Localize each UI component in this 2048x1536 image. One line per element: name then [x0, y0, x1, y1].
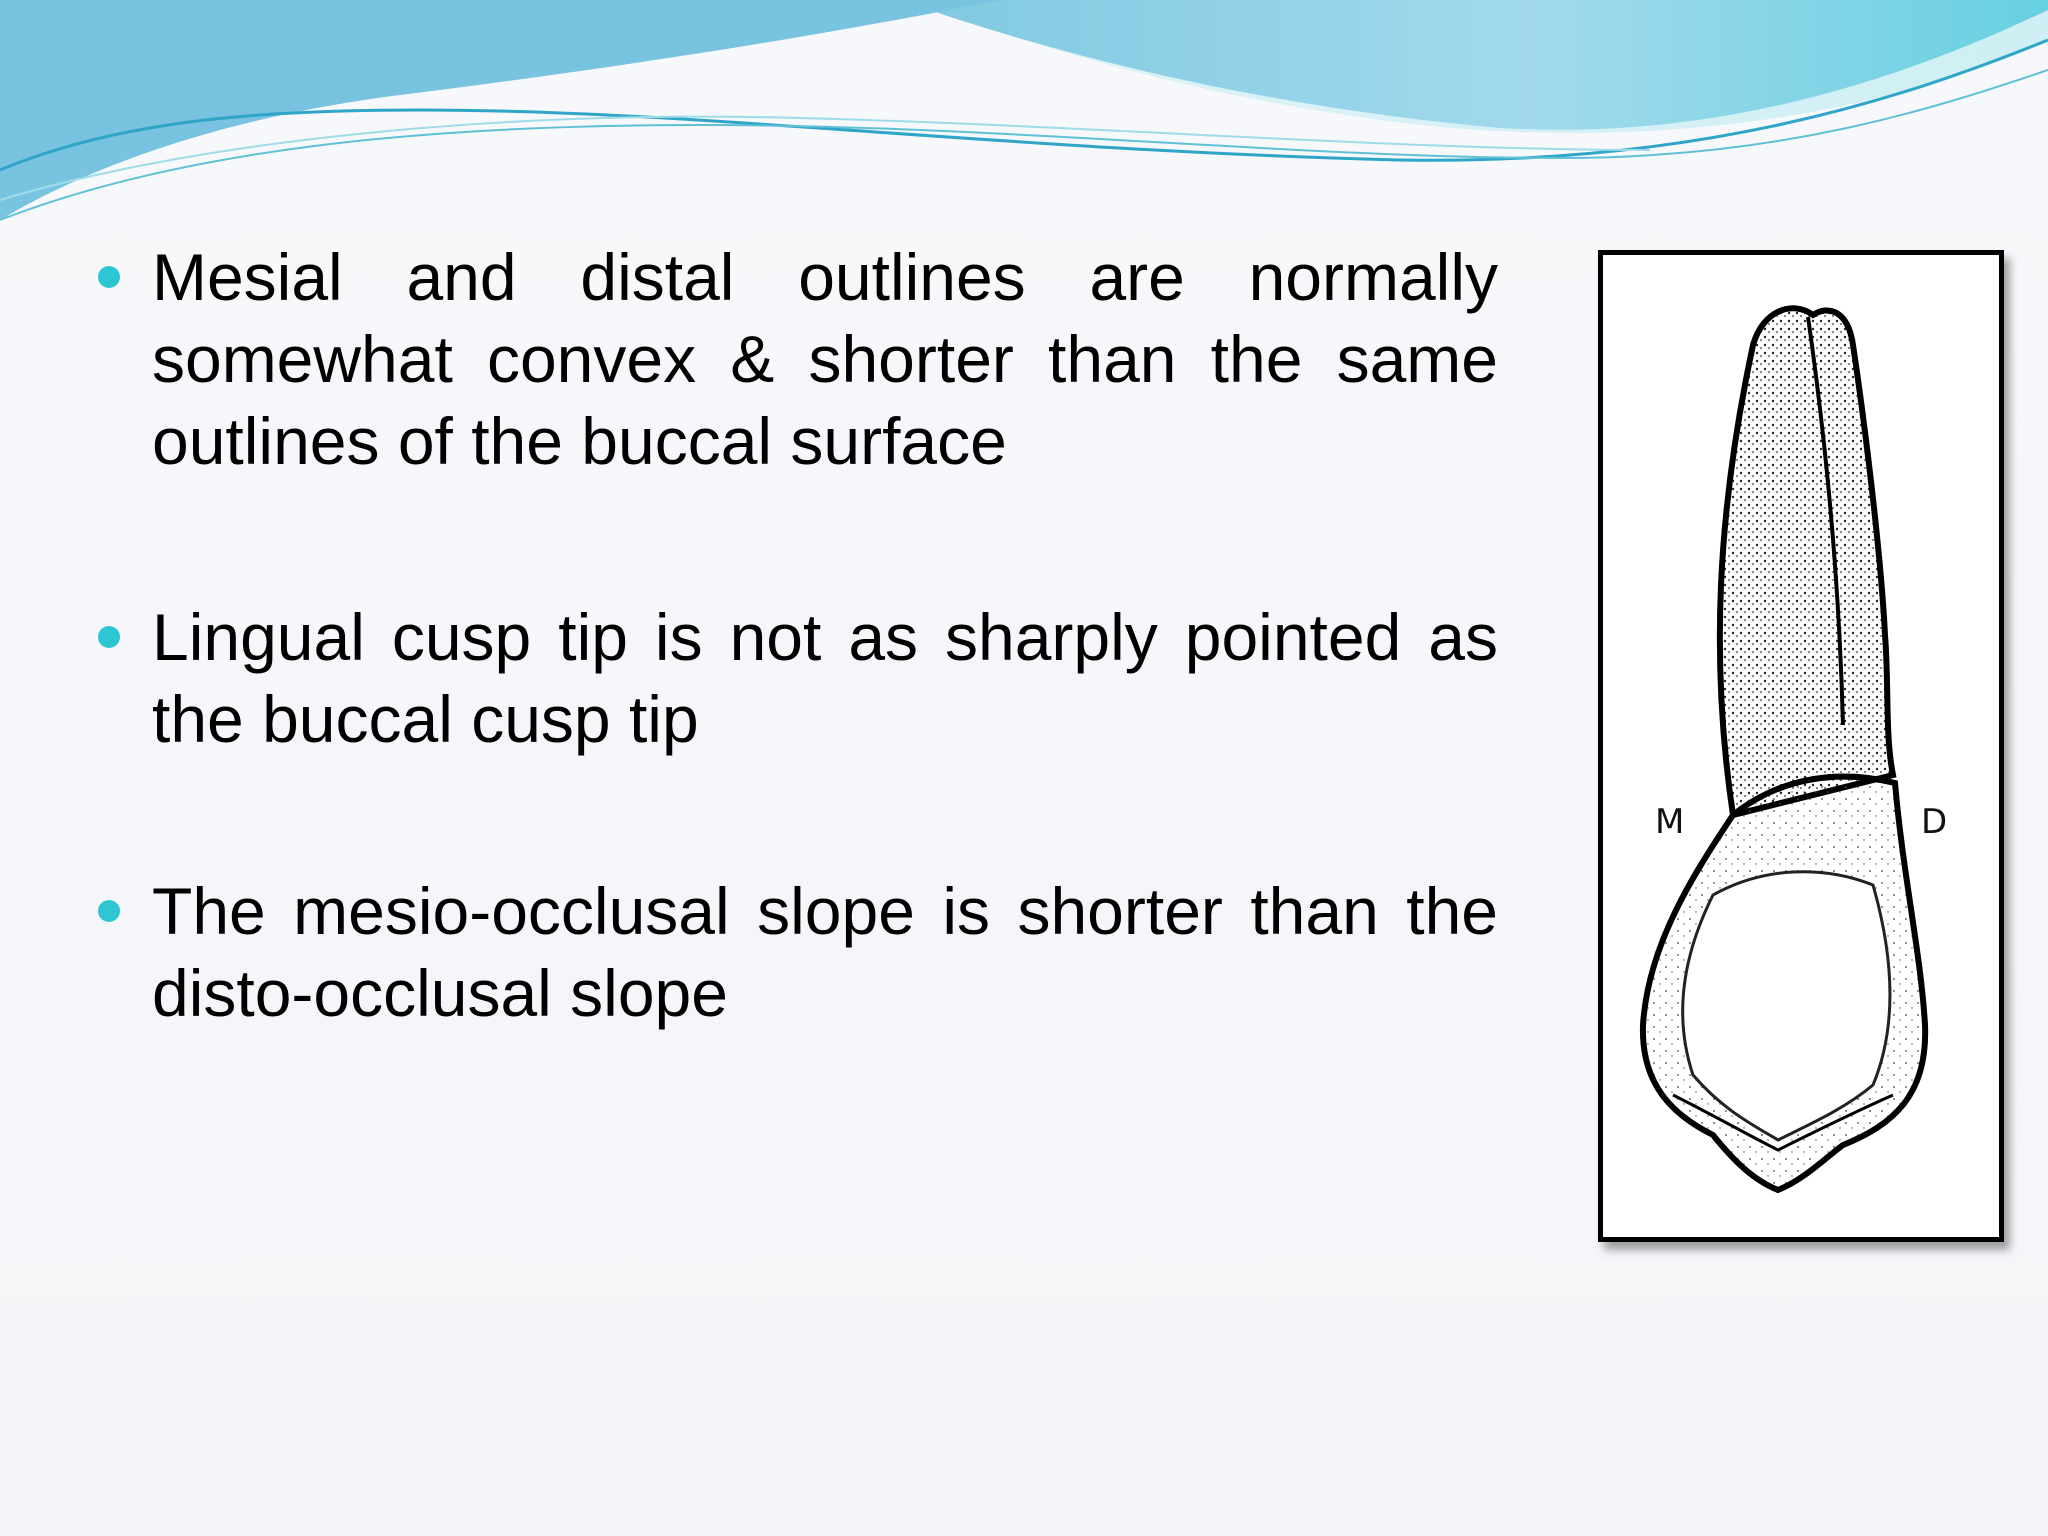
bullet-item	[88, 870, 1498, 1034]
bullet-text: The mesio-occlusal slope is shorter than the disto-occlusal slope	[152, 874, 1498, 1030]
tooth-figure	[1598, 250, 2004, 1242]
header-wave-decoration	[0, 0, 2048, 260]
bullet-item	[88, 236, 1498, 482]
distal-label: D	[1921, 802, 1948, 842]
bullet-dot-icon	[98, 900, 120, 922]
bullet-dot-icon	[98, 626, 120, 648]
bullet-text: Mesial and distal outlines are normally somewhat convex & shorter than the same outlines of the buccal surface	[152, 240, 1498, 478]
bullet-text: Lingual cusp tip is not as sharply pointed as the buccal cusp tip	[152, 600, 1498, 756]
bullet-list	[88, 236, 1498, 1034]
tooth-root	[1720, 308, 1893, 815]
bullet-item	[88, 596, 1498, 760]
tooth-illustration	[1603, 255, 1999, 1237]
mesial-label: M	[1655, 802, 1685, 842]
bullet-dot-icon	[98, 266, 120, 288]
